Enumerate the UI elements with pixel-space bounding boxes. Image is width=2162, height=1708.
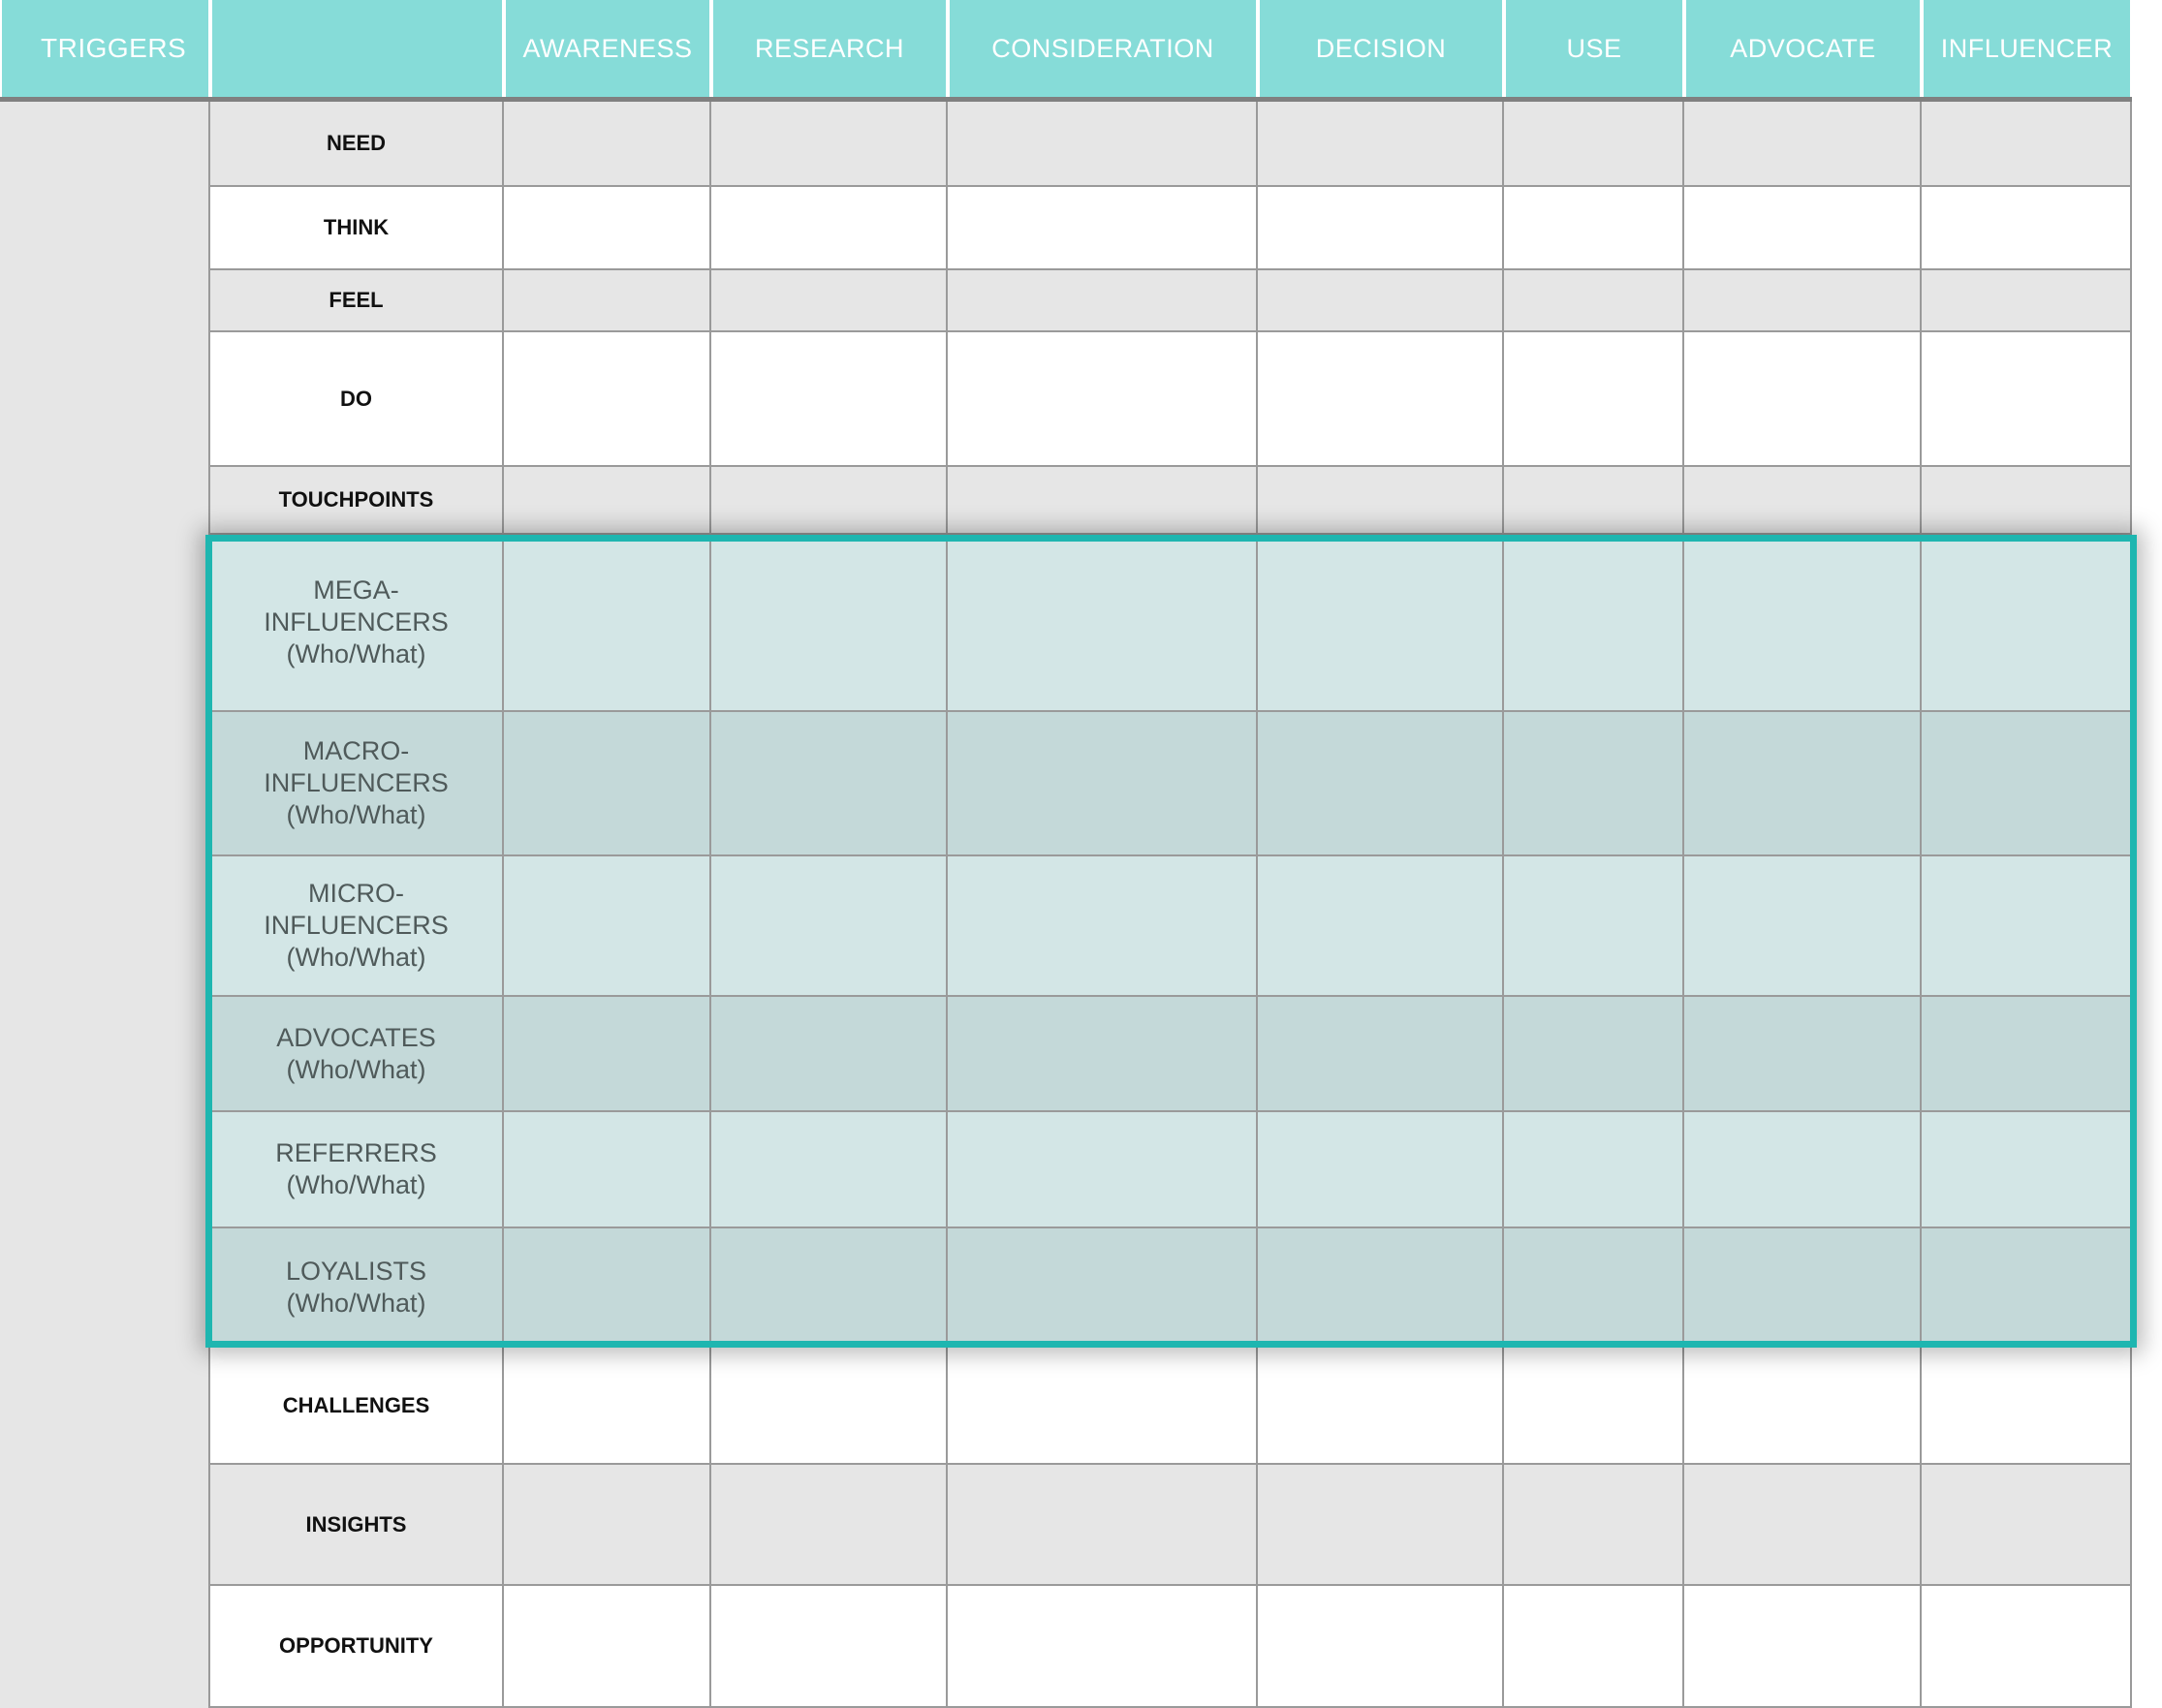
cell-macro-influencers-advocate[interactable] xyxy=(1684,712,1922,856)
cell-challenges-use[interactable] xyxy=(1504,1348,1684,1465)
cell-feel-advocate[interactable] xyxy=(1684,270,1922,332)
cell-mega-influencers-advocate[interactable] xyxy=(1684,535,1922,712)
cell-touchpoints-decision[interactable] xyxy=(1258,467,1504,535)
header-stage-consideration: CONSIDERATION xyxy=(948,0,1258,97)
cell-challenges-awareness[interactable] xyxy=(504,1348,711,1465)
cell-touchpoints-consideration[interactable] xyxy=(948,467,1258,535)
header-stage-decision: DECISION xyxy=(1258,0,1504,97)
cell-need-research[interactable] xyxy=(711,102,948,187)
cell-do-use[interactable] xyxy=(1504,332,1684,467)
cell-insights-use[interactable] xyxy=(1504,1465,1684,1586)
cell-loyalists-consideration[interactable] xyxy=(948,1228,1258,1348)
row-label-think: THINK xyxy=(210,187,504,270)
row-label-insights: INSIGHTS xyxy=(210,1465,504,1586)
cell-micro-influencers-decision[interactable] xyxy=(1258,856,1504,997)
cell-loyalists-influencer[interactable] xyxy=(1922,1228,2132,1348)
cell-referrers-influencer[interactable] xyxy=(1922,1112,2132,1228)
cell-touchpoints-advocate[interactable] xyxy=(1684,467,1922,535)
triggers-column xyxy=(0,102,210,1708)
cell-do-research[interactable] xyxy=(711,332,948,467)
cell-opportunity-awareness[interactable] xyxy=(504,1586,711,1708)
cell-mega-influencers-research[interactable] xyxy=(711,535,948,712)
cell-opportunity-advocate[interactable] xyxy=(1684,1586,1922,1708)
cell-insights-research[interactable] xyxy=(711,1465,948,1586)
cell-feel-influencer[interactable] xyxy=(1922,270,2132,332)
cell-referrers-consideration[interactable] xyxy=(948,1112,1258,1228)
cell-insights-advocate[interactable] xyxy=(1684,1465,1922,1586)
cell-opportunity-research[interactable] xyxy=(711,1586,948,1708)
cell-macro-influencers-research[interactable] xyxy=(711,712,948,856)
cell-challenges-research[interactable] xyxy=(711,1348,948,1465)
row-label-feel: FEEL xyxy=(210,270,504,332)
row-label-micro-influencers: MICRO- INFLUENCERS (Who/What) xyxy=(210,856,504,997)
cell-think-research[interactable] xyxy=(711,187,948,270)
cell-micro-influencers-influencer[interactable] xyxy=(1922,856,2132,997)
cell-opportunity-consideration[interactable] xyxy=(948,1586,1258,1708)
cell-do-influencer[interactable] xyxy=(1922,332,2132,467)
cell-challenges-influencer[interactable] xyxy=(1922,1348,2132,1465)
cell-challenges-consideration[interactable] xyxy=(948,1348,1258,1465)
cell-need-consideration[interactable] xyxy=(948,102,1258,187)
cell-advocates-awareness[interactable] xyxy=(504,997,711,1112)
cell-macro-influencers-use[interactable] xyxy=(1504,712,1684,856)
cell-feel-use[interactable] xyxy=(1504,270,1684,332)
cell-opportunity-decision[interactable] xyxy=(1258,1586,1504,1708)
cell-referrers-research[interactable] xyxy=(711,1112,948,1228)
cell-touchpoints-use[interactable] xyxy=(1504,467,1684,535)
cell-loyalists-decision[interactable] xyxy=(1258,1228,1504,1348)
header-stage-research: RESEARCH xyxy=(711,0,948,97)
cell-loyalists-research[interactable] xyxy=(711,1228,948,1348)
cell-insights-consideration[interactable] xyxy=(948,1465,1258,1586)
row-label-touchpoints: TOUCHPOINTS xyxy=(210,467,504,535)
cell-loyalists-use[interactable] xyxy=(1504,1228,1684,1348)
cell-do-consideration[interactable] xyxy=(948,332,1258,467)
cell-macro-influencers-decision[interactable] xyxy=(1258,712,1504,856)
row-label-opportunity: OPPORTUNITY xyxy=(210,1586,504,1708)
cell-think-advocate[interactable] xyxy=(1684,187,1922,270)
cell-feel-research[interactable] xyxy=(711,270,948,332)
cell-need-advocate[interactable] xyxy=(1684,102,1922,187)
cell-think-influencer[interactable] xyxy=(1922,187,2132,270)
cell-referrers-advocate[interactable] xyxy=(1684,1112,1922,1228)
row-label-macro-influencers: MACRO- INFLUENCERS (Who/What) xyxy=(210,712,504,856)
cell-advocates-decision[interactable] xyxy=(1258,997,1504,1112)
cell-think-consideration[interactable] xyxy=(948,187,1258,270)
row-label-mega-influencers: MEGA- INFLUENCERS (Who/What) xyxy=(210,535,504,712)
cell-micro-influencers-advocate[interactable] xyxy=(1684,856,1922,997)
cell-micro-influencers-consideration[interactable] xyxy=(948,856,1258,997)
cell-touchpoints-awareness[interactable] xyxy=(504,467,711,535)
cell-macro-influencers-consideration[interactable] xyxy=(948,712,1258,856)
row-label-advocates: ADVOCATES (Who/What) xyxy=(210,997,504,1112)
cell-do-decision[interactable] xyxy=(1258,332,1504,467)
header-stage-awareness: AWARENESS xyxy=(504,0,711,97)
row-label-loyalists: LOYALISTS (Who/What) xyxy=(210,1228,504,1348)
cell-opportunity-use[interactable] xyxy=(1504,1586,1684,1708)
cell-need-influencer[interactable] xyxy=(1922,102,2132,187)
cell-touchpoints-research[interactable] xyxy=(711,467,948,535)
row-label-do: DO xyxy=(210,332,504,467)
header-stage-advocate: ADVOCATE xyxy=(1684,0,1922,97)
cell-insights-influencer[interactable] xyxy=(1922,1465,2132,1586)
cell-referrers-decision[interactable] xyxy=(1258,1112,1504,1228)
cell-opportunity-influencer[interactable] xyxy=(1922,1586,2132,1708)
cell-mega-influencers-influencer[interactable] xyxy=(1922,535,2132,712)
cell-think-awareness[interactable] xyxy=(504,187,711,270)
cell-advocates-research[interactable] xyxy=(711,997,948,1112)
header-stage-influencer: INFLUENCER xyxy=(1922,0,2132,97)
cell-mega-influencers-use[interactable] xyxy=(1504,535,1684,712)
cell-challenges-decision[interactable] xyxy=(1258,1348,1504,1465)
cell-advocates-advocate[interactable] xyxy=(1684,997,1922,1112)
cell-micro-influencers-awareness[interactable] xyxy=(504,856,711,997)
cell-advocates-influencer[interactable] xyxy=(1922,997,2132,1112)
cell-mega-influencers-awareness[interactable] xyxy=(504,535,711,712)
cell-need-use[interactable] xyxy=(1504,102,1684,187)
cell-referrers-use[interactable] xyxy=(1504,1112,1684,1228)
cell-touchpoints-influencer[interactable] xyxy=(1922,467,2132,535)
cell-macro-influencers-influencer[interactable] xyxy=(1922,712,2132,856)
cell-insights-awareness[interactable] xyxy=(504,1465,711,1586)
cell-challenges-advocate[interactable] xyxy=(1684,1348,1922,1465)
cell-need-awareness[interactable] xyxy=(504,102,711,187)
cell-micro-influencers-research[interactable] xyxy=(711,856,948,997)
cell-mega-influencers-consideration[interactable] xyxy=(948,535,1258,712)
cell-think-use[interactable] xyxy=(1504,187,1684,270)
cell-macro-influencers-awareness[interactable] xyxy=(504,712,711,856)
cell-do-awareness[interactable] xyxy=(504,332,711,467)
row-label-need: NEED xyxy=(210,102,504,187)
row-label-referrers: REFERRERS (Who/What) xyxy=(210,1112,504,1228)
cell-referrers-awareness[interactable] xyxy=(504,1112,711,1228)
cell-advocates-consideration[interactable] xyxy=(948,997,1258,1112)
header-stage-use: USE xyxy=(1504,0,1684,97)
header-triggers: TRIGGERS xyxy=(0,0,210,97)
cell-do-advocate[interactable] xyxy=(1684,332,1922,467)
cell-feel-awareness[interactable] xyxy=(504,270,711,332)
row-label-challenges: CHALLENGES xyxy=(210,1348,504,1465)
cell-feel-decision[interactable] xyxy=(1258,270,1504,332)
cell-advocates-use[interactable] xyxy=(1504,997,1684,1112)
cell-loyalists-awareness[interactable] xyxy=(504,1228,711,1348)
cell-insights-decision[interactable] xyxy=(1258,1465,1504,1586)
header-row-label xyxy=(210,0,504,97)
cell-think-decision[interactable] xyxy=(1258,187,1504,270)
cell-mega-influencers-decision[interactable] xyxy=(1258,535,1504,712)
cell-micro-influencers-use[interactable] xyxy=(1504,856,1684,997)
cell-loyalists-advocate[interactable] xyxy=(1684,1228,1922,1348)
cell-feel-consideration[interactable] xyxy=(948,270,1258,332)
cell-need-decision[interactable] xyxy=(1258,102,1504,187)
